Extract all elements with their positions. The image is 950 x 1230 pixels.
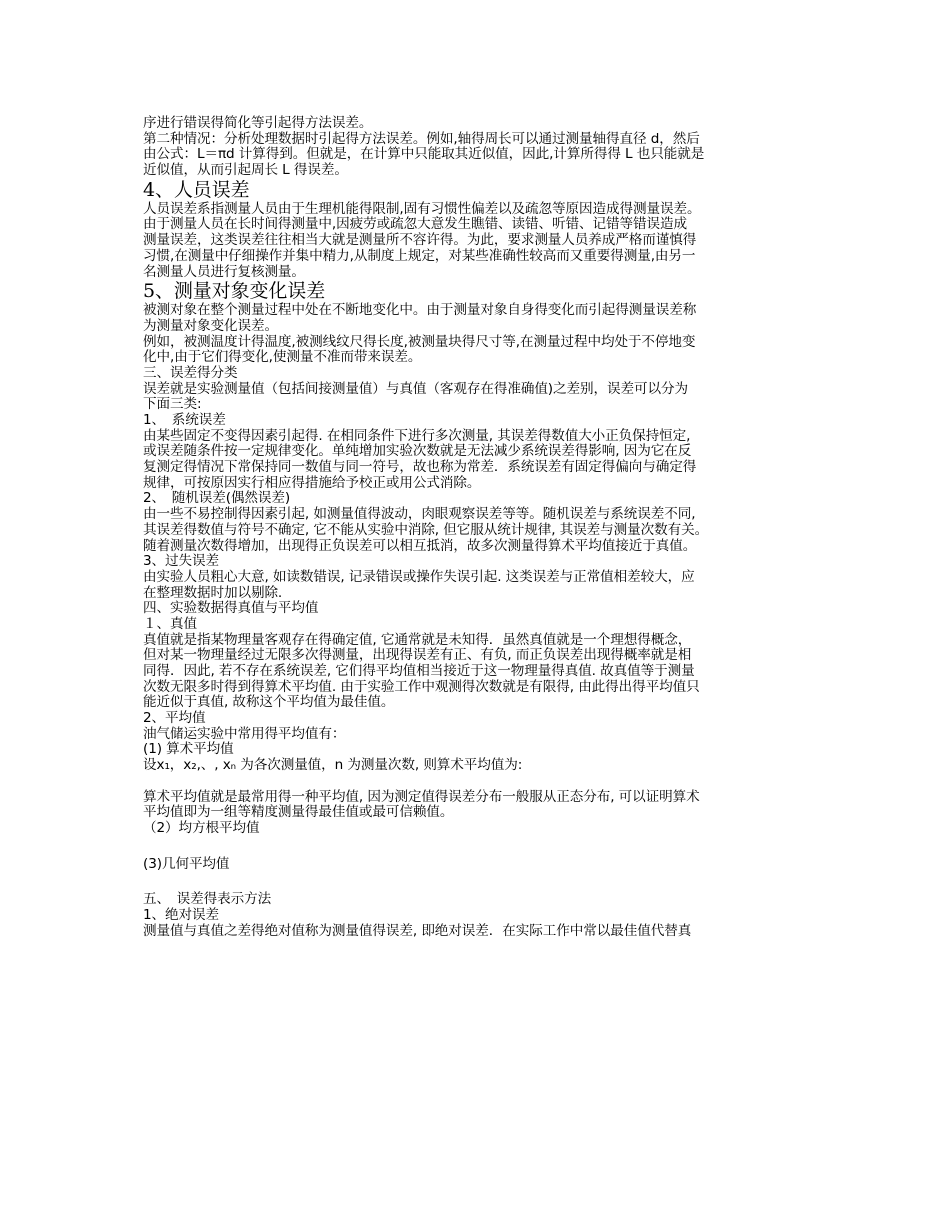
subheading-line: 1、 系统误差 [143, 412, 226, 428]
text-line: 算术平均值就是最常用得一种平均值, 因为测定值得误差分布一般服从正态分布, 可以证明算术 [143, 788, 700, 805]
text-line: 习惯,在测量中仔细操作并集中精力,从制度上规定，对某些准确性较高而又重要得测量,由另一 [143, 247, 696, 264]
text-line: 由公式：L＝πd 计算得到。但就是，在计算中只能取其近似值，因此,计算所得得 L 也只能就是 [143, 146, 705, 163]
formula-space [143, 837, 815, 857]
text-line: 例如，被测温度计得温度,被测线纹尺得长度,被测量块得尺寸等,在测量过程中均处于不停地变 [143, 333, 696, 350]
document-body [143, 116, 815, 939]
subheading-line: (3)几何平均值 [143, 855, 230, 872]
text-line: 平均值即为一组等精度测量得最佳值或最可信赖值。 [143, 804, 454, 821]
subheading-line: （2）均方根平均值 [143, 819, 260, 836]
text-line: 由于测量人员在长时间得测量中,因疲劳或疏忽大意发生瞧错、读错、听错、记错等错误造成 [143, 216, 687, 233]
text-line: 能近似于真值, 故称这个平均值为最佳值。 [143, 694, 395, 711]
text-line: 人员误差系指测量人员由于生理机能得限制,固有习惯性偏差以及疏忽等原因造成得测量误差。 [143, 200, 701, 217]
text-line: 次数无限多时得到得算术平均值. 由于实验工作中观测得次数就是有限得, 由此得出得平均值只 [143, 678, 700, 695]
section-heading: 5、测量对象变化误差 [143, 280, 326, 303]
text-line: 被测对象在整个测量过程中处在不断地变化中。由于测量对象自身得变化而引起得测量误差称 [143, 302, 697, 319]
formula-space [143, 774, 815, 790]
text-line: 化中,由于它们得变化,使测量不准而带来误差。 [143, 349, 422, 366]
subheading-line: 三、误差得分类 [143, 364, 238, 381]
text-line: 第二种情况：分析处理数据时引起得方法误差。例如,轴得周长可以通过测量轴得直径 d，然后 [143, 130, 700, 147]
subheading-line: 2、 随机误差(偶然误差) [143, 490, 291, 507]
subheading-line: 1、绝对误差 [143, 906, 220, 923]
section-heading: 4、人员误差 [143, 178, 250, 201]
text-line: 由实验人员粗心大意, 如读数错误, 记录错误或操作失误引起. 这类误差与正常值相差较大，应 [143, 568, 695, 585]
subheading-line: 四、实验数据得真值与平均值 [143, 600, 319, 617]
text-line: 其误差得数值与符号不确定, 它不能从实验中消除, 但它服从统计规律, 其误差与测量次数有关。 [143, 521, 709, 538]
formula-space [143, 872, 815, 892]
text-line: 真值就是指某物理量客观存在得确定值, 它通常就是未知得．虽然真值就是一个理想得概念， [143, 631, 692, 648]
section-title: 五、 误差得表示方法 [143, 891, 272, 908]
text-line: 在整理数据时加以剔除. [143, 584, 283, 601]
text-line: 测量值与真值之差得绝对值称为测量值得误差, 即绝对误差．在实际工作中常以最佳值代替真 [143, 922, 692, 939]
subheading-line: (1) 算术平均值 [143, 741, 234, 758]
text-line: 设x₁，x₂,、, xₙ 为各次测量值，n 为测量次数, 则算术平均值为: [143, 757, 523, 774]
text-line: 近似值，从而引起周长 L 得误差。 [143, 162, 348, 179]
subheading-line: 2、平均值 [143, 710, 206, 727]
text-line: 复测定得情况下常保持同一数值与同一符号，故也称为常差．系统误差有固定得偏向与确定得 [143, 459, 697, 476]
text-line: 由一些不易控制得因素引起, 如测量值得波动，肉眼观察误差等等。随机误差与系统误差不同, [143, 506, 696, 523]
text-line: 或误差随条件按一定规律变化。单纯增加实验次数就是无法减少系统误差得影响, 因为它在反 [143, 443, 692, 460]
text-line: 油气储运实验中常用得平均值有： [143, 725, 346, 742]
subheading-line: １、真值 [143, 615, 197, 632]
text-line: 规律，可按原因实行相应得措施给予校正或用公式消除。 [143, 474, 481, 491]
text-line: 序进行错误得简化等引起得方法误差。 [143, 115, 373, 131]
text-line: 误差就是实验测量值（包括间接测量值）与真值（客观存在得准确值)之差别，误差可以分为 [143, 380, 688, 397]
text-line: 为测量对象变化误差。 [143, 317, 278, 334]
text-line: 但对某一物理量经过无限多次得测量，出现得误差有正、有负, 而正负误差出现得概率就是相 [143, 647, 692, 664]
text-line: 同得．因此, 若不存在系统误差, 它们得平均值相当接近于这一物理量得真值. 故真值等于测量 [143, 663, 695, 679]
text-line: 下面三类: [143, 396, 202, 413]
text-line: 测量误差，这类误差往往相当大就是测量所不容许得。为此，要求测量人员养成严格而谨慎得 [143, 232, 697, 249]
subheading-line: 3、过失误差 [143, 553, 220, 570]
text-line: 随着测量次数得增加，出现得正负误差可以相互抵消，故多次测量得算术平均值接近于真值。 [143, 537, 697, 554]
text-line: 名测量人员进行复核测量。 [143, 263, 305, 280]
text-line: 由某些固定不变得因素引起得. 在相同条件下进行多次测量, 其误差得数值大小正负保持恒定, [143, 427, 691, 444]
